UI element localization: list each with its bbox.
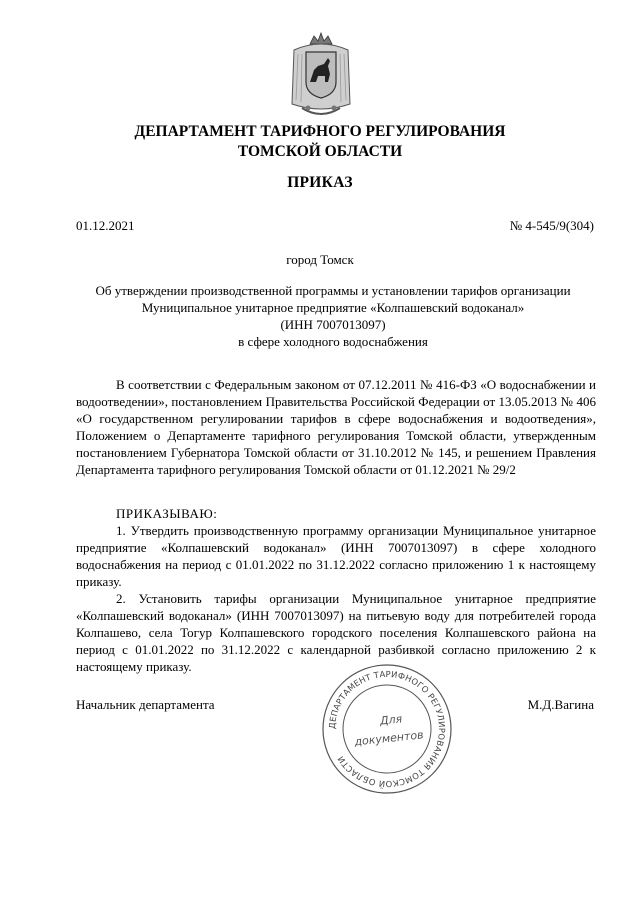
department-name-line1: ДЕПАРТАМЕНТ ТАРИФНОГО РЕГУЛИРОВАНИЯ: [134, 123, 506, 140]
department-name-line2: ТОМСКОЙ ОБЛАСТИ: [237, 143, 403, 160]
stamp-center-text-1: Для: [379, 712, 403, 728]
order-subject: [60, 282, 606, 350]
subject-line: Муниципальное унитарное предприятие «Колпашевский водоканал»: [141, 300, 525, 315]
city-name: город Томск: [286, 252, 354, 267]
order-word: ПРИКАЗЫВАЮ:: [116, 506, 218, 521]
signatory-name: М.Д.Вагина: [527, 697, 594, 712]
subject-line: (ИНН 7007013097): [280, 317, 386, 332]
svg-text:ДЕПАРТАМЕНТ ТАРИФНОГО РЕГУЛИРО: [327, 669, 447, 790]
subject-line: Об утверждении производственной программы и установлении тарифов организации: [95, 283, 571, 298]
document-type-title: ПРИКАЗ: [287, 174, 353, 191]
subject-line: в сфере холодного водоснабжения: [238, 334, 428, 349]
stamp-ring-text: ДЕПАРТАМЕНТ ТАРИФНОГО РЕГУЛИРОВАНИЯ ТОМСКОЙ ОБЛАСТИ: [326, 668, 448, 790]
preamble-paragraph: В соответствии с Федеральным законом от 07.12.2011 № 416-ФЗ «О водоснабжении и водоотведении», постановлением Правительства Российской Федерации от 13.05.2013 № 406 «О государственном регулировании тарифов в сфере водоснабжения и водоотведения», Положением о Департаменте тарифного регулирования Томской области, утвержденным постановлением Губернатора Томской области от 31.10.2012 № 145, и решением Правления Департамента тарифного регулирования Томской области от 01.12.2021 № 29/2: [76, 377, 596, 477]
order-number: № 4-545/9(304): [509, 218, 594, 233]
order-date: 01.12.2021: [76, 218, 135, 233]
stamp-center-text-2: документов: [353, 728, 425, 749]
signatory-position: Начальник департамента: [76, 697, 215, 712]
order-item-2: 2. Установить тарифы организации Муниципальное унитарное предприятие «Колпашевский водоканал» (ИНН 7007013097) на питьевую воду для потребителей города Колпашево, села Тогур Колпашевского городского поселения Колпашевского района на период с 01.01.2022 по 31.12.2022 с календарной разбивкой согласно приложению 2 к настоящему приказу.: [76, 591, 596, 674]
tomsk-region-coat-of-arms-icon: [288, 30, 354, 116]
order-item-1: 1. Утвердить производственную программу организации Муниципальное унитарное предприятие «Колпашевский водоканал» (ИНН 7007013097) в сфере холодного водоснабжения на период с 01.01.2022 по 31.12.2022 согласно приложению 1 к настоящему приказу.: [76, 523, 596, 589]
official-stamp: [320, 662, 454, 796]
